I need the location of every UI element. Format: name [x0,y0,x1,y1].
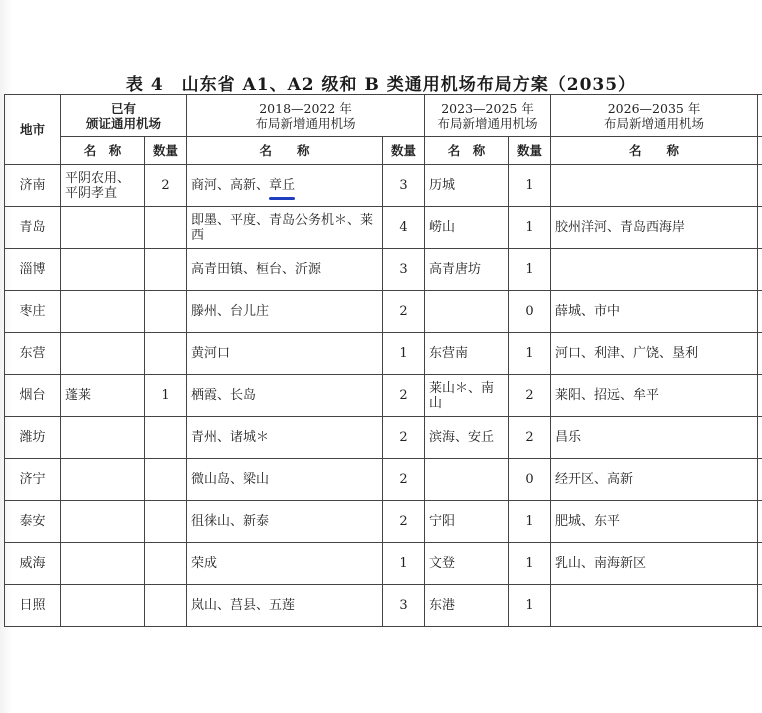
cell-existing-count: 1 [145,375,187,417]
cell-2018-name-text: 徂徕山、新泰 [191,514,270,529]
cell-2018-name-text: 高青田镇、桓台、沂源 [191,262,322,277]
cell-2023-count: 1 [509,333,551,375]
cell-2023-count: 1 [509,249,551,291]
cell-2018-name [187,207,383,249]
table-row [5,207,762,249]
cell-2026-name [551,165,758,207]
subheader-name: 名 称 [425,137,509,165]
cell-existing-name [61,501,145,543]
cell-2026-name: 昌乐 [551,417,758,459]
cell-existing-name [61,291,145,333]
cell-existing-name [61,459,145,501]
cell-2018-name [187,585,383,627]
cell-city: 济宁 [5,459,61,501]
cell-2023-name: 宁阳 [425,501,509,543]
cell-2026-name: 经开区、高新 [551,459,758,501]
cell-existing-count [145,249,187,291]
cell-2023-name [425,459,509,501]
table-row [5,333,762,375]
cell-2018-count: 2 [383,417,425,459]
cell-2023-name: 崂山 [425,207,509,249]
cell-city: 淄博 [5,249,61,291]
cell-2018-count: 2 [383,291,425,333]
cell-existing-name [61,585,145,627]
cell-2018-name-text: 微山岛、梁山 [191,472,270,487]
cell-2026-name: 薛城、市中 [551,291,758,333]
cell-existing-name: 蓬莱 [61,375,145,417]
cell-city: 日照 [5,585,61,627]
cell-existing-count [145,333,187,375]
highlighted-name-text: 章丘 [269,178,296,193]
cell-2018-count: 2 [383,501,425,543]
cell-2018-name [187,165,383,207]
subheader-name: 名 称 [61,137,145,165]
table-row [5,165,762,207]
cell-extra [758,333,762,375]
header-2026-2035: 2026—2035 年 布局新增通用机场 [551,95,758,137]
cell-2018-name-text: 岚山、莒县、五莲 [191,598,296,613]
cell-extra [758,501,762,543]
cell-existing-count [145,459,187,501]
cell-2018-name [187,501,383,543]
cell-2026-name: 莱阳、招远、牟平 [551,375,758,417]
cell-existing-name [61,333,145,375]
cell-existing-name [61,207,145,249]
cell-existing-count [145,417,187,459]
cell-city: 威海 [5,543,61,585]
cell-city: 烟台 [5,375,61,417]
table-row [5,249,762,291]
cell-2018-name [187,417,383,459]
header-row-1 [5,95,762,137]
cell-extra [758,585,762,627]
header-row-2 [5,137,762,165]
cell-2018-count: 4 [383,207,425,249]
table-title: 表 4 山东省 A1、A2 级和 B 类通用机场布局方案（2035） [125,75,637,95]
cell-city: 泰安 [5,501,61,543]
cell-existing-count [145,585,187,627]
cell-extra [758,249,762,291]
cell-existing-count [145,291,187,333]
cell-2018-name [187,459,383,501]
cell-extra [758,375,762,417]
cell-2023-name [425,291,509,333]
table-row [5,417,762,459]
cell-2026-name: 胶州洋河、青岛西海岸 [551,207,758,249]
cell-city: 枣庄 [5,291,61,333]
cell-city: 东营 [5,333,61,375]
subheader-name: 名 称 [187,137,383,165]
subheader-count: 数量 [509,137,551,165]
cell-2023-count: 0 [509,459,551,501]
cell-2023-count: 1 [509,207,551,249]
cell-2018-count: 1 [383,333,425,375]
cell-existing-count [145,501,187,543]
cell-2018-name-text: 荣成 [191,556,218,571]
cell-2018-name [187,249,383,291]
cell-2018-count: 1 [383,543,425,585]
cell-2018-name-text: 商河、高新、 [191,178,270,193]
cell-2018-count: 3 [383,249,425,291]
cell-city: 潍坊 [5,417,61,459]
cell-2023-name: 滨海、安丘 [425,417,509,459]
cell-existing-count: 2 [145,165,187,207]
cell-existing-count [145,543,187,585]
header-city: 地市 [5,95,61,165]
table-row [5,459,762,501]
cell-extra [758,417,762,459]
blue-underline-mark [269,197,295,200]
header-2018-2022: 2018—2022 年 布局新增通用机场 [187,95,425,137]
table-container [4,94,762,626]
cell-existing-name [61,249,145,291]
cell-2026-name: 河口、利津、广饶、垦利 [551,333,758,375]
cell-2023-name: 高青唐坊 [425,249,509,291]
cell-2023-count: 2 [509,375,551,417]
cell-2026-name [551,585,758,627]
cell-2023-count: 1 [509,501,551,543]
table-row [5,543,762,585]
table-row [5,375,762,417]
cell-extra [758,459,762,501]
table-row [5,585,762,627]
cell-2018-name [187,543,383,585]
cell-extra [758,207,762,249]
header-2023-2025: 2023—2025 年 布局新增通用机场 [425,95,551,137]
cell-2023-name: 东营南 [425,333,509,375]
table-body [5,165,762,627]
cell-extra [758,291,762,333]
subheader-extra [758,137,762,165]
cell-2023-name: 历城 [425,165,509,207]
cell-existing-name [61,417,145,459]
cell-city: 济南 [5,165,61,207]
cell-2018-name-text: 黄河口 [191,346,231,361]
cell-existing-name: 平阴农用、平阴孝直 [61,165,145,207]
cell-2018-count: 2 [383,375,425,417]
subheader-count: 数量 [145,137,187,165]
cell-extra [758,543,762,585]
cell-2018-count: 3 [383,165,425,207]
cell-extra [758,165,762,207]
cell-2023-count: 1 [509,543,551,585]
cell-2018-name [187,291,383,333]
cell-2023-name: 东港 [425,585,509,627]
subheader-count: 数量 [383,137,425,165]
header-existing: 已有 颁证通用机场 [61,95,187,137]
cell-2023-count: 1 [509,585,551,627]
cell-2018-name [187,375,383,417]
cell-2026-name [551,249,758,291]
cell-2018-count: 3 [383,585,425,627]
header-extra [758,95,762,137]
cell-2018-name-text: 即墨、平度、青岛公务机＊、莱西 [191,212,374,243]
subheader-name: 名 称 [551,137,758,165]
cell-2023-name: 文登 [425,543,509,585]
highlighted-name [269,178,295,193]
cell-city: 青岛 [5,207,61,249]
cell-2026-name: 肥城、东平 [551,501,758,543]
table-row [5,291,762,333]
cell-2018-name [187,333,383,375]
airport-layout-table [4,94,762,627]
cell-2018-name-text: 青州、诸城＊ [191,430,270,445]
cell-existing-count [145,207,187,249]
cell-2026-name: 乳山、南海新区 [551,543,758,585]
table-row [5,501,762,543]
cell-2018-name-text: 滕州、台儿庄 [191,304,270,319]
cell-2023-name: 莱山＊、南山 [425,375,509,417]
cell-2023-count: 2 [509,417,551,459]
cell-existing-name [61,543,145,585]
cell-2018-name-text: 栖霞、长岛 [191,388,257,403]
cell-2018-count: 2 [383,459,425,501]
cell-2023-count: 0 [509,291,551,333]
cell-2023-count: 1 [509,165,551,207]
